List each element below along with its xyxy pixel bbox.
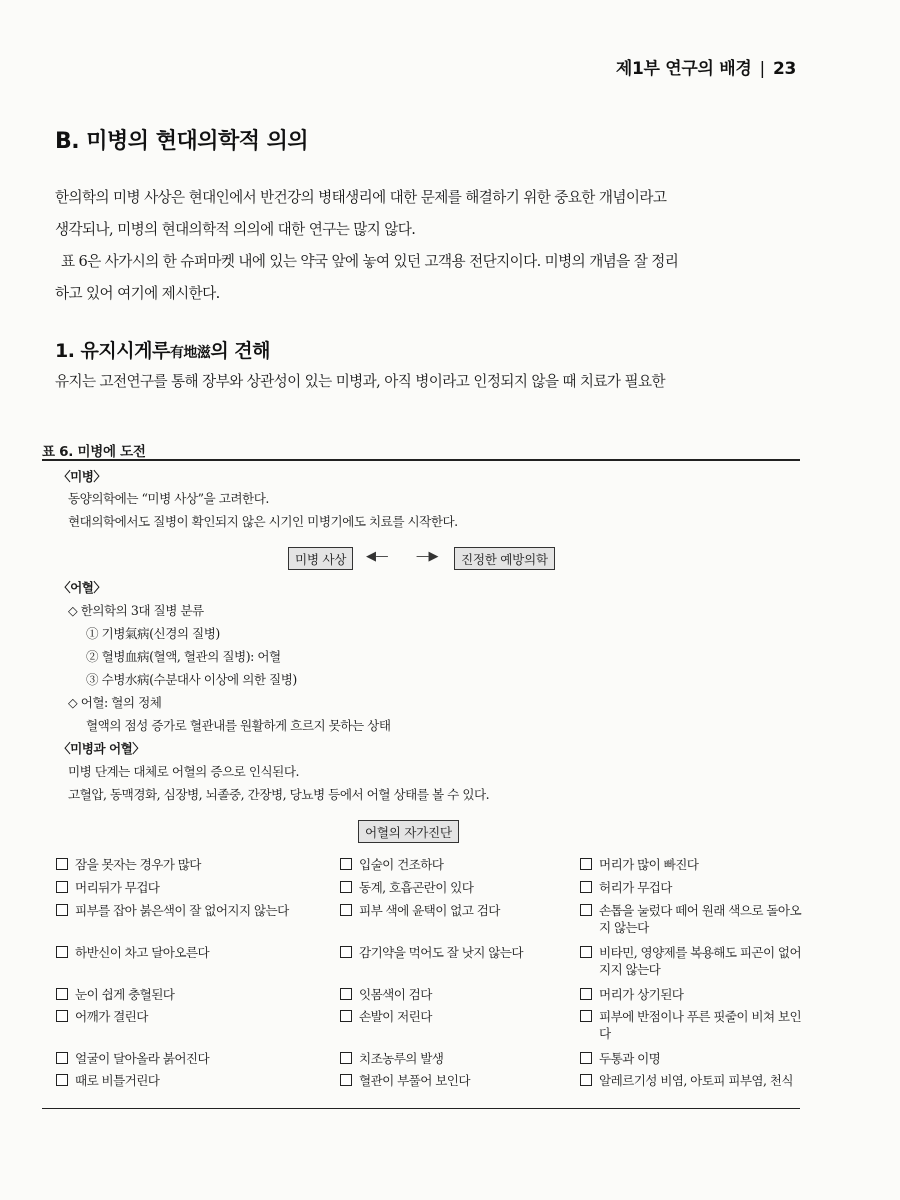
self-check-label: 피부를 잡아 붉은색이 잘 없어지지 않는다 xyxy=(75,903,289,918)
mibyeong-line-2: 현대의학에서도 질병이 확인되지 않은 시기인 미병기에도 치료를 시작한다. xyxy=(68,514,458,529)
intro-line-3: 표 6은 사가시의 한 슈퍼마켓 내에 있는 약국 앞에 놓여 있던 고객용 전단지이다. 미병의 개념을 잘 정리 xyxy=(61,253,679,270)
self-check-label: 머리가 많이 빠진다 xyxy=(599,857,699,872)
checkbox-icon[interactable] xyxy=(340,988,352,1000)
checkbox-icon[interactable] xyxy=(56,1010,68,1022)
self-check-item xyxy=(56,1050,341,1067)
mibyeong-heading: 〈미병〉 xyxy=(58,469,106,484)
intro-line-4: 하고 있어 여기에 제시한다. xyxy=(55,285,220,302)
self-check-label: 혈관이 부풀어 보인다 xyxy=(359,1073,470,1088)
intro-line-1: 한의학의 미병 사상은 현대인에서 반건강의 병태생리에 대한 문제를 해결하기 위한 중요한 개념이라고 xyxy=(55,189,667,206)
self-check-label: 잠을 못자는 경우가 많다 xyxy=(75,857,201,872)
self-check-item xyxy=(580,1072,805,1089)
self-check-label: 비타민, 영양제를 복용해도 피곤이 없어지지 않는다 xyxy=(599,945,802,977)
subsection-title-suffix: 의 견해 xyxy=(210,340,271,362)
self-check-label: 머리뒤가 무겁다 xyxy=(75,880,160,895)
self-check-label: 눈이 쉽게 충혈된다 xyxy=(75,987,175,1002)
self-check-item xyxy=(56,1008,341,1025)
checkbox-icon[interactable] xyxy=(580,904,592,916)
running-header xyxy=(616,54,796,79)
self-check-item xyxy=(580,902,805,936)
self-check-item xyxy=(56,986,341,1003)
self-check-item xyxy=(580,986,805,1003)
self-check-item xyxy=(340,902,575,919)
eohyeol-heading: 〈어혈〉 xyxy=(58,580,106,595)
checkbox-icon[interactable] xyxy=(340,904,352,916)
self-check-item xyxy=(56,879,341,896)
self-check-label: 허리가 무겁다 xyxy=(599,880,672,895)
checkbox-icon[interactable] xyxy=(340,946,352,958)
box-true-prevention: 진정한 예방의학 xyxy=(454,547,555,570)
self-check-item xyxy=(340,944,575,961)
self-check-label: 머리가 상기된다 xyxy=(599,987,684,1002)
checkbox-icon[interactable] xyxy=(580,1052,592,1064)
self-check-label: 동계, 호흡곤란이 있다 xyxy=(359,880,474,895)
subsection-paragraph xyxy=(55,366,805,398)
self-check-item xyxy=(340,986,575,1003)
checkbox-icon[interactable] xyxy=(56,988,68,1000)
mibyeong-line-1: 동양의학에는 “미병 사상”을 고려한다. xyxy=(68,491,269,506)
checkbox-icon[interactable] xyxy=(56,1074,68,1086)
checkbox-icon[interactable] xyxy=(340,858,352,870)
box-mibyeong-sasang: 미병 사상 xyxy=(288,547,353,570)
header-separator: | xyxy=(759,59,765,79)
table-bottom-rule xyxy=(42,1108,800,1109)
self-check-item xyxy=(580,944,805,978)
intro-line-2: 생각되나, 미병의 현대의학적 의의에 대한 연구는 많지 않다. xyxy=(55,221,416,238)
self-check-label: 손발이 저린다 xyxy=(359,1009,432,1024)
subsection-line: 유지는 고전연구를 통해 장부와 상관성이 있는 미병과, 아직 병이라고 인정되지 않을 때 치료가 필요한 xyxy=(55,373,665,390)
self-check-label: 치조농루의 발생 xyxy=(359,1051,444,1066)
eohyeol-item-1: ① 기병氣病(신경의 질병) xyxy=(86,626,220,641)
checkbox-icon[interactable] xyxy=(56,904,68,916)
header-part: 제1부 연구의 배경 xyxy=(615,59,752,79)
self-check-item xyxy=(340,1008,575,1025)
mibyeong-eohyeol-heading: 〈미병과 어혈〉 xyxy=(58,741,145,756)
subsection-hanja: 有地滋 xyxy=(169,345,211,361)
eohyeol-bullet-2-desc: 혈액의 점성 증가로 혈관내를 원활하게 흐르지 못하는 상태 xyxy=(86,718,391,733)
checkbox-icon[interactable] xyxy=(580,1010,592,1022)
subsection-title xyxy=(55,336,270,363)
self-check-item xyxy=(56,856,341,873)
self-check-title-box: 어혈의 자가진단 xyxy=(358,820,459,843)
intro-paragraph xyxy=(55,182,805,310)
self-check-label: 피부 색에 윤택이 없고 검다 xyxy=(359,903,500,918)
eohyeol-item-2: ② 혈병血病(혈액, 혈관의 질병): 어혈 xyxy=(86,649,281,664)
checkbox-icon[interactable] xyxy=(580,988,592,1000)
self-check-label: 피부에 반점이나 푸른 핏줄이 비쳐 보인다 xyxy=(599,1009,802,1041)
arrow-left-icon: ◀— xyxy=(366,549,388,564)
checkbox-icon[interactable] xyxy=(340,1052,352,1064)
self-check-item xyxy=(340,1072,575,1089)
table-title: 표 6. 미병에 도전 xyxy=(42,444,146,460)
checkbox-icon[interactable] xyxy=(56,858,68,870)
page-number: 23 xyxy=(772,59,796,79)
self-check-label: 감기약을 먹어도 잘 낫지 않는다 xyxy=(359,945,523,960)
checkbox-icon[interactable] xyxy=(56,881,68,893)
self-check-item xyxy=(580,856,805,873)
eohyeol-bullet-1: ◇ 한의학의 3대 질병 분류 xyxy=(68,603,204,618)
checkbox-icon[interactable] xyxy=(580,881,592,893)
checkbox-icon[interactable] xyxy=(56,1052,68,1064)
checkbox-icon[interactable] xyxy=(340,1010,352,1022)
checkbox-icon[interactable] xyxy=(340,881,352,893)
subsection-title-main: 1. 유지시게루 xyxy=(55,340,170,362)
mibyeong-eohyeol-line-2: 고혈압, 동맥경화, 심장병, 뇌졸중, 간장병, 당뇨병 등에서 어혈 상태를 볼 수 있다. xyxy=(68,787,490,802)
eohyeol-bullet-2: ◇ 어혈: 혈의 정체 xyxy=(68,695,162,710)
self-check-label: 하반신이 차고 달아오른다 xyxy=(75,945,210,960)
eohyeol-item-3: ③ 수병水病(수분대사 이상에 의한 질병) xyxy=(86,672,297,687)
self-check-item xyxy=(56,944,341,961)
section-title: B. 미병의 현대의학적 의의 xyxy=(55,129,309,154)
checkbox-icon[interactable] xyxy=(580,1074,592,1086)
table-top-rule xyxy=(42,459,800,461)
self-check-item xyxy=(340,879,575,896)
self-check-label: 어깨가 결린다 xyxy=(75,1009,148,1024)
self-check-item xyxy=(580,1008,805,1042)
self-check-label: 손톱을 눌렀다 떼어 원래 색으로 돌아오지 않는다 xyxy=(599,903,802,935)
checkbox-icon[interactable] xyxy=(340,1074,352,1086)
self-check-label: 때로 비틀거린다 xyxy=(75,1073,160,1088)
self-check-item xyxy=(340,856,575,873)
checkbox-icon[interactable] xyxy=(56,946,68,958)
self-check-item xyxy=(56,1072,341,1089)
mibyeong-eohyeol-line-1: 미병 단계는 대체로 어혈의 증으로 인식된다. xyxy=(68,764,299,779)
self-check-label: 입술이 건조하다 xyxy=(359,857,444,872)
self-check-item xyxy=(56,902,341,919)
arrow-right-icon: —▶ xyxy=(416,549,438,564)
checkbox-icon[interactable] xyxy=(580,858,592,870)
self-check-item xyxy=(580,879,805,896)
checkbox-icon[interactable] xyxy=(580,946,592,958)
self-check-label: 알레르기성 비염, 아토피 피부염, 천식 xyxy=(599,1073,793,1088)
self-check-label: 두통과 이명 xyxy=(599,1051,661,1066)
self-check-label: 잇몸색이 검다 xyxy=(359,987,432,1002)
self-check-item xyxy=(340,1050,575,1067)
self-check-item xyxy=(580,1050,805,1067)
self-check-label: 얼굴이 달아올라 붉어진다 xyxy=(75,1051,210,1066)
